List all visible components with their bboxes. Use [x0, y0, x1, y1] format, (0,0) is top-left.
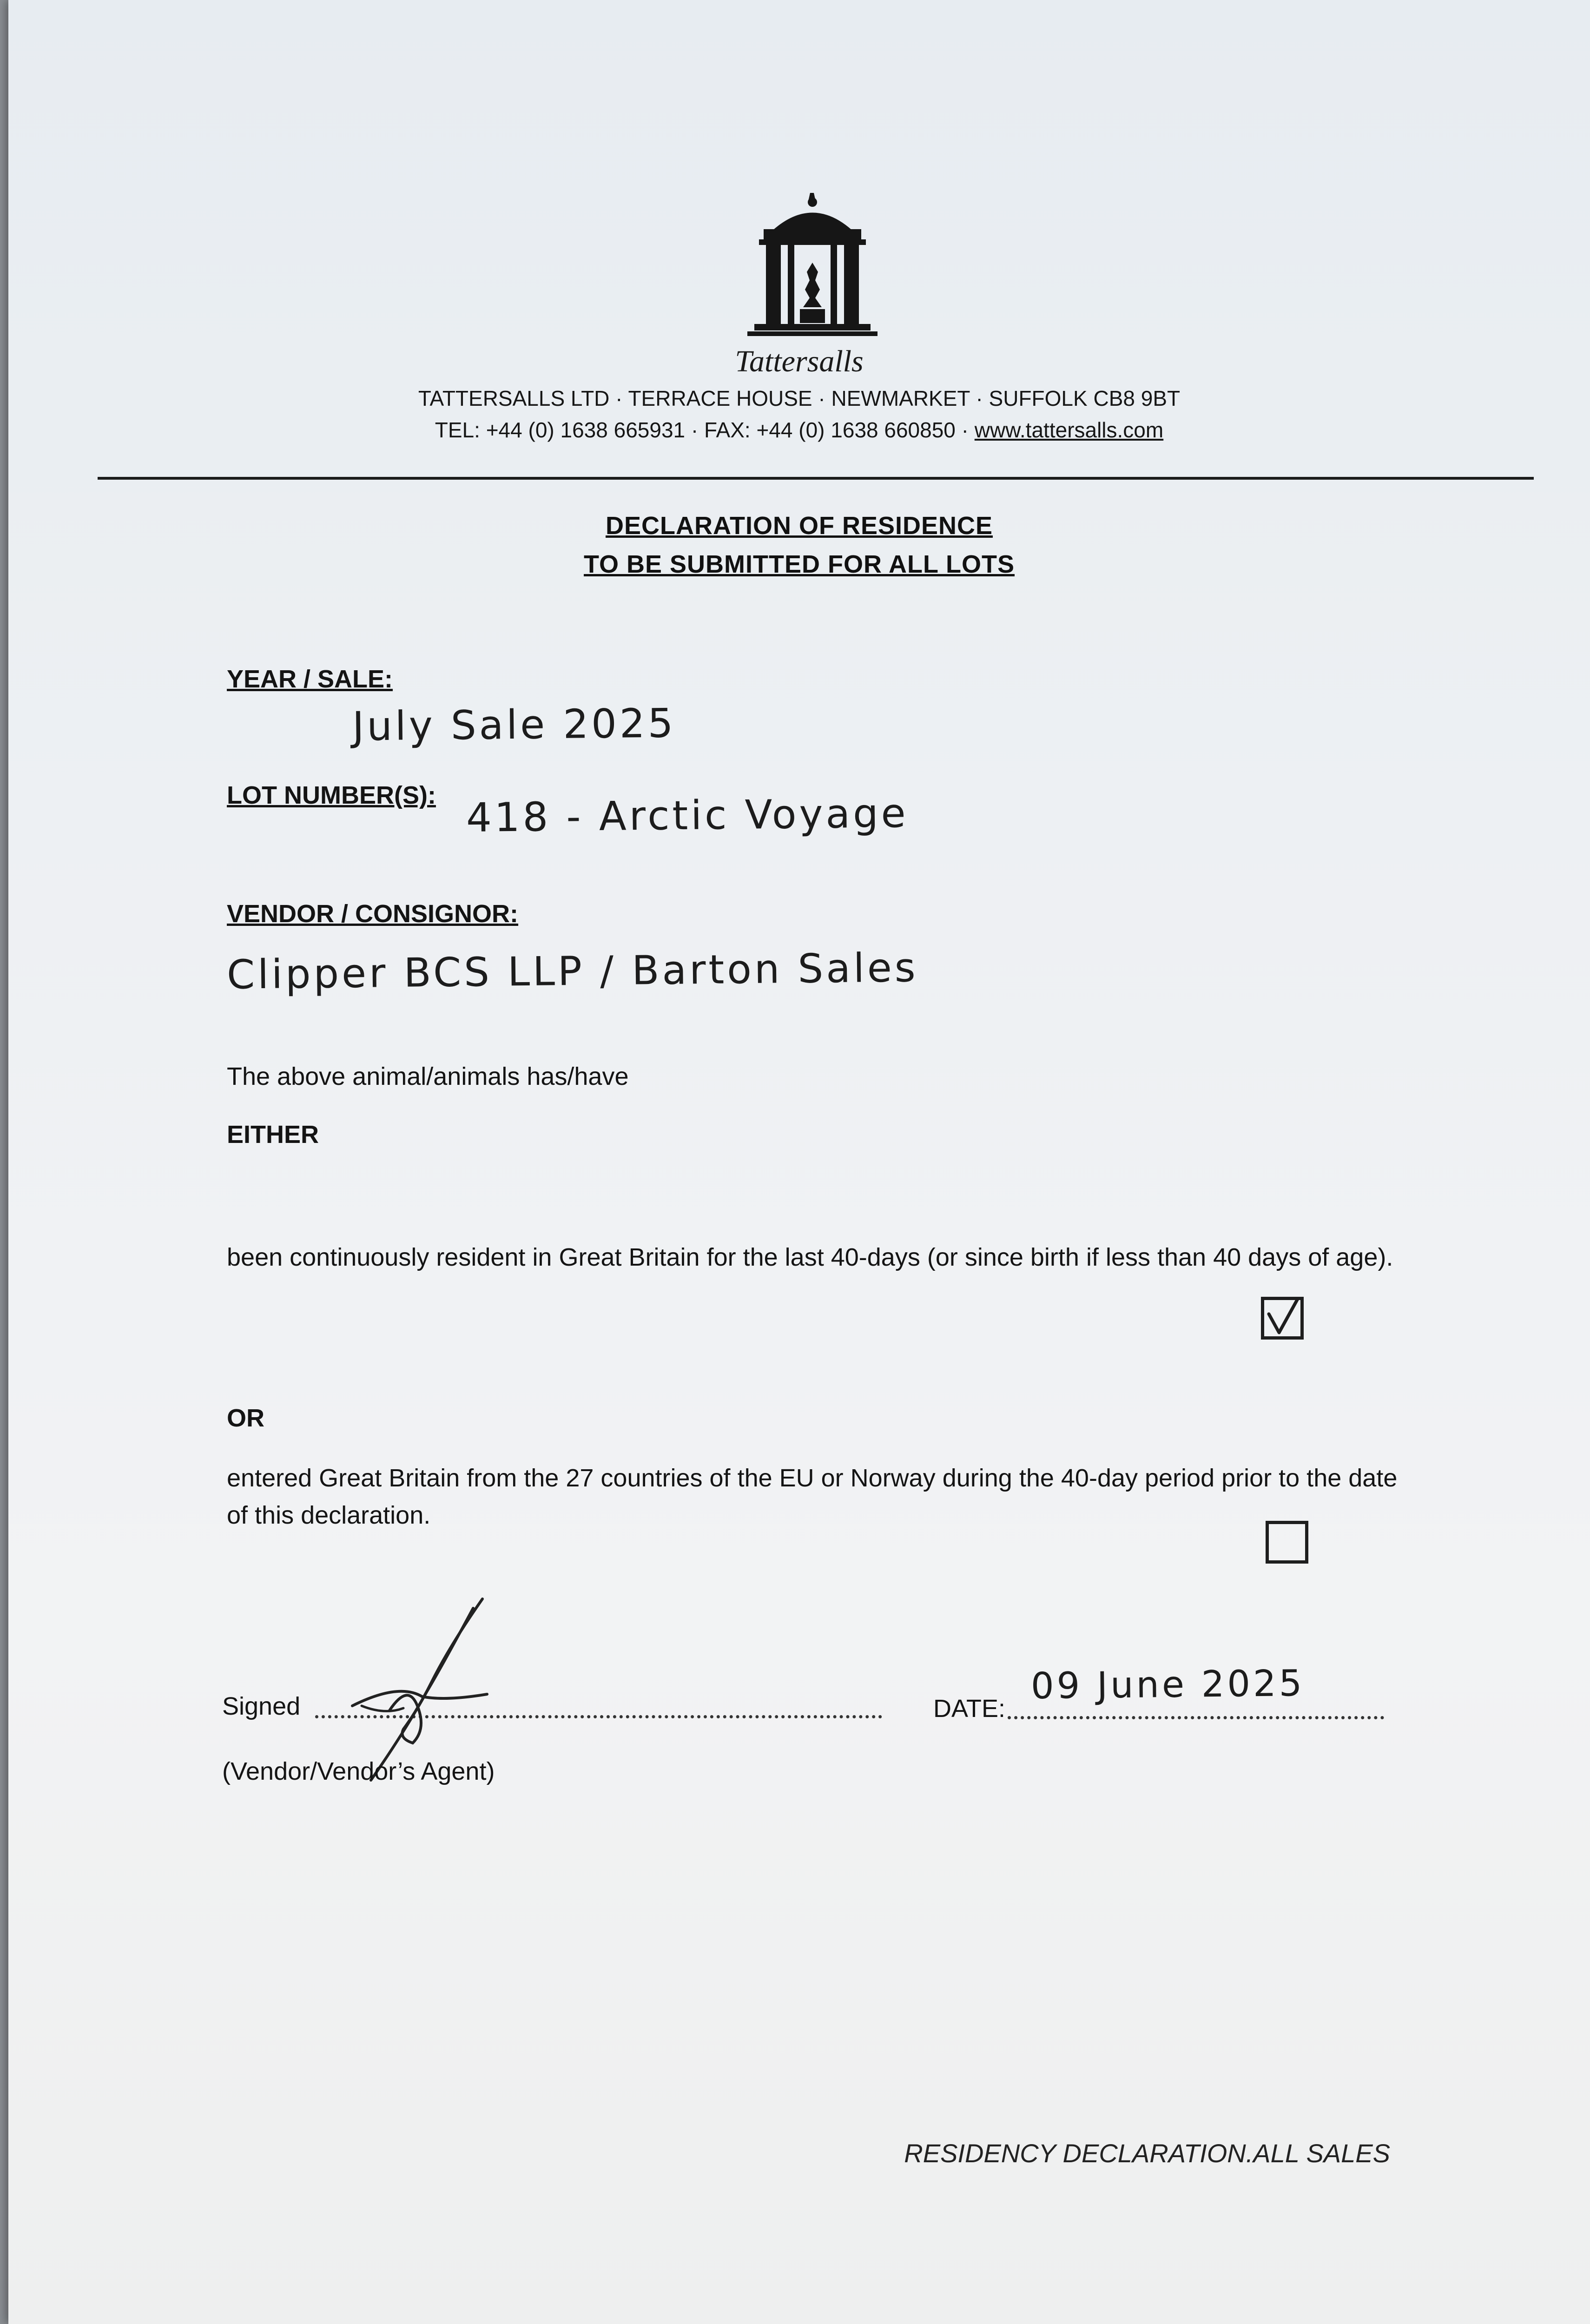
- brand-name: Tattersalls: [735, 344, 864, 378]
- signer-role: (Vendor/Vendor’s Agent): [222, 1757, 495, 1785]
- vendor-label: VENDOR / CONSIGNOR:: [227, 900, 519, 928]
- option2-text: entered Great Britain from the 27 countries of the EU or Norway during the 40-day period prior to the date of this declaration.: [227, 1464, 1398, 1529]
- signature-icon: [334, 1590, 501, 1785]
- intro-text: The above animal/animals has/have: [227, 1063, 629, 1090]
- lot-number-label: LOT NUMBER(S):: [227, 781, 436, 809]
- form-footer: RESIDENCY DECLARATION.ALL SALES: [904, 2139, 1390, 2168]
- form-title: DECLARATION OF RESIDENCE: [605, 512, 993, 540]
- option1-text: been continuously resident in Great Britain for the last 40-days (or since birth if less than 40 days of age).: [227, 1243, 1393, 1271]
- signed-label: Signed: [222, 1692, 301, 1720]
- option1-checkbox[interactable]: [1261, 1297, 1304, 1340]
- date-line[interactable]: [1008, 1716, 1384, 1719]
- website-link[interactable]: www.tattersalls.com: [974, 418, 1164, 442]
- lot-number-value[interactable]: 418 - Arctic Voyage: [466, 790, 909, 841]
- company-address: TATTERSALLS LTD · TERRACE HOUSE · NEWMARKET · SUFFOLK CB8 9BT: [418, 386, 1181, 410]
- or-label: OR: [227, 1404, 264, 1432]
- option2-checkbox[interactable]: [1266, 1521, 1308, 1564]
- either-label: EITHER: [227, 1121, 319, 1149]
- date-label: DATE:: [933, 1695, 1006, 1723]
- document-page: [8, 0, 1590, 2324]
- year-sale-value[interactable]: July Sale 2025: [352, 700, 676, 750]
- year-sale-label: YEAR / SALE:: [227, 665, 393, 693]
- checkmark-icon: [1264, 1300, 1300, 1336]
- tattersalls-logo-icon: [745, 193, 880, 346]
- contact-numbers: TEL: +44 (0) 1638 665931 · FAX: +44 (0) 1638 660850 ·: [435, 418, 975, 442]
- header-divider: [98, 477, 1534, 480]
- form-subtitle: TO BE SUBMITTED FOR ALL LOTS: [584, 550, 1015, 578]
- company-contact: [8, 417, 1590, 442]
- date-value[interactable]: 09 June 2025: [1030, 1662, 1305, 1708]
- vendor-value[interactable]: Clipper BCS LLP / Barton Sales: [226, 944, 919, 998]
